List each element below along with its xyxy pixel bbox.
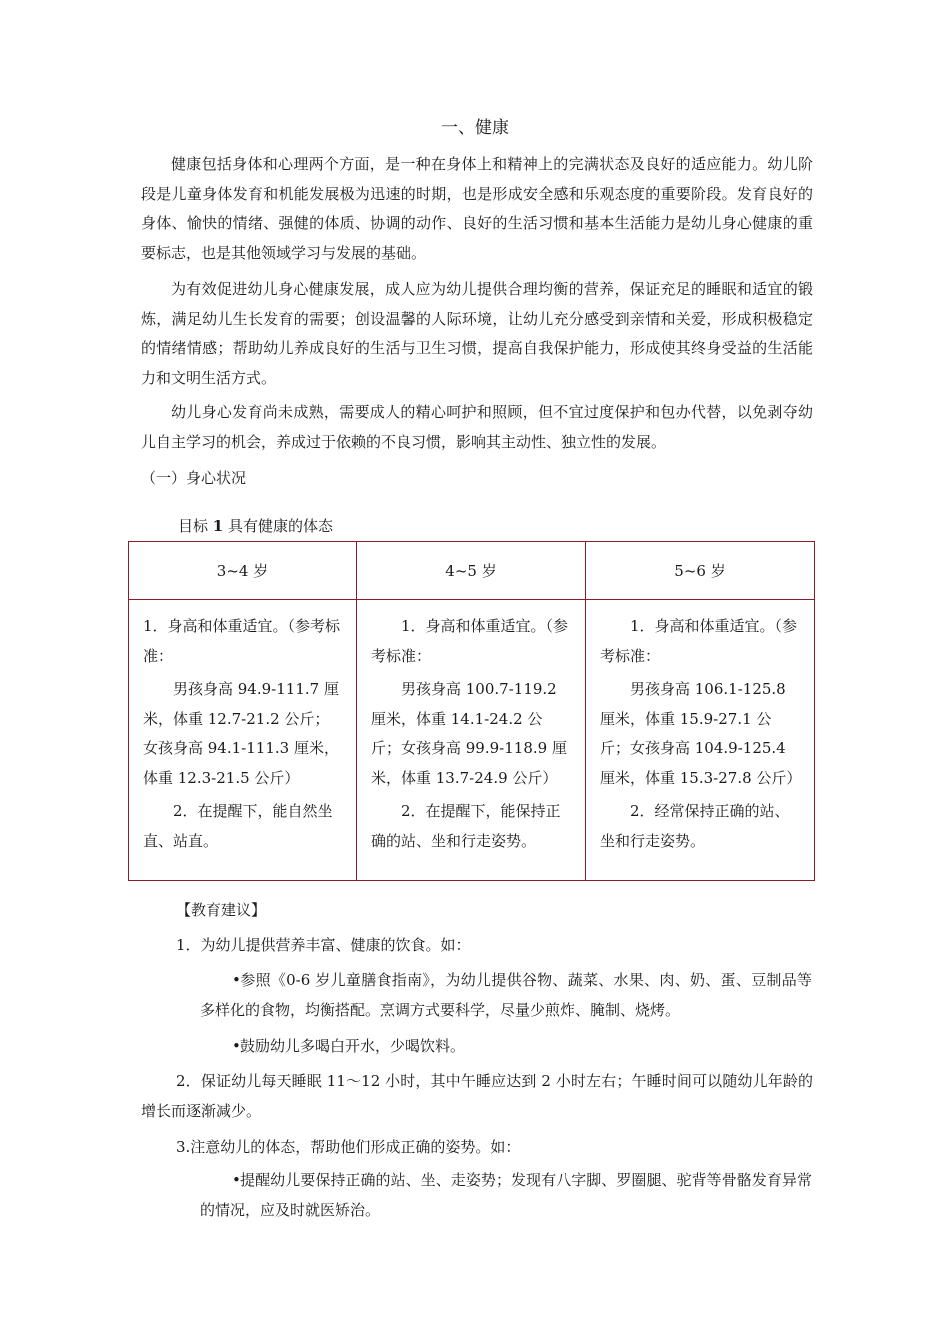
bullet-text: 提醒幼儿要保持正确的站、坐、走姿势；发现有八字脚、罗圈腿、驼背等骨骼发育异常的情况，应及时就医矫治。 <box>200 1171 812 1219</box>
cell-item-2: 2．在提醒下，能保持正确的站、坐和行走姿势。 <box>371 802 561 850</box>
cell-item-1: 1．身高和体重适宜。（参考标准： <box>143 617 341 665</box>
paragraph-3: 幼儿身心发育尚未成熟，需要成人的精心呵护和照顾，但不宜过度保护和包办代替，以免剥夺幼儿自主学习的机会，养成过于依赖的不良习惯，影响其主动性、独立性的发展。 <box>141 403 813 451</box>
cell-item-1: 1．身高和体重适宜。（参考标准： <box>371 617 569 665</box>
goal-heading <box>178 513 333 539</box>
goal-table <box>128 541 815 881</box>
cell-age-4-5 <box>357 600 586 881</box>
cell-item-2: 2．在提醒下，能自然坐直、站直。 <box>143 802 333 850</box>
advice-heading: 【教育建议】 <box>176 901 267 919</box>
header-age-4-5: 4~5 岁 <box>357 542 586 600</box>
table-header-row <box>129 542 815 600</box>
section-heading: （一）身心状况 <box>141 469 247 487</box>
paragraph-1: 健康包括身体和心理两个方面，是一种在身体上和精神上的完满状态及良好的适应能力。幼儿阶段是儿童身体发育和机能发展极为迅速的时期，也是形成安全感和乐观态度的重要阶段。发育良好的身体、愉快的情绪、强健的体质、协调的动作、良好的生活习惯和基本生活能力是幼儿身心健康的重要标志，也是其他领域学习与发展的基础。 <box>141 155 813 262</box>
bullet-text: 参照《0-6 岁儿童膳食指南》，为幼儿提供谷物、蔬菜、水果、肉、奶、蛋、豆制品等多样化的食物，均衡搭配。烹调方式要科学，尽量少煎炸、腌制、烧烤。 <box>200 971 812 1019</box>
goal-number: 1 <box>212 517 224 535</box>
cell-reference: 男孩身高 106.1-125.8 厘米，体重 15.9-27.1 公斤；女孩身高 104.9-125.4 厘米，体重 15.3-27.8 公斤） <box>600 680 802 787</box>
cell-reference: 男孩身高 94.9-111.7 厘米，体重 12.7-21.2 公斤；女孩身高 94.1-111.3 厘米，体重 12.3-21.5 公斤） <box>143 680 339 787</box>
bullet-icon: • <box>232 1037 241 1055</box>
cell-item-1: 1．身高和体重适宜。（参考标准： <box>600 617 798 665</box>
bullet-icon: • <box>232 1171 241 1189</box>
goal-text: 具有健康的体态 <box>228 517 334 535</box>
cell-age-3-4 <box>129 600 357 881</box>
header-age-3-4: 3~4 岁 <box>129 542 357 600</box>
goal-label: 目标 <box>178 517 209 535</box>
cell-reference: 男孩身高 100.7-119.2 厘米，体重 14.1-24.2 公斤；女孩身高 99.9-118.9 厘米，体重 13.7-24.9 公斤） <box>371 680 567 787</box>
advice-item-1-bullet-1 <box>200 966 812 1025</box>
advice-item-1-bullet-2 <box>200 1032 812 1062</box>
advice-item-3-bullet-1 <box>200 1166 812 1225</box>
table-row <box>129 600 815 881</box>
page-title: 一、健康 <box>441 118 509 138</box>
advice-item-2: 2．保证幼儿每天睡眠 11～12 小时，其中午睡应达到 2 小时左右；午睡时间可以随幼儿年龄的增长而逐渐减少。 <box>141 1072 813 1120</box>
advice-item-1: 1．为幼儿提供营养丰富、健康的饮食。如： <box>176 936 471 954</box>
header-age-5-6: 5~6 岁 <box>586 542 815 600</box>
paragraph-2: 为有效促进幼儿身心健康发展，成人应为幼儿提供合理均衡的营养，保证充足的睡眠和适宜的锻炼，满足幼儿生长发育的需要；创设温馨的人际环境，让幼儿充分感受到亲情和关爱，形成积极稳定的情绪情感；帮助幼儿养成良好的生活与卫生习惯，提高自我保护能力，形成使其终身受益的生活能力和文明生活方式。 <box>141 280 813 387</box>
advice-item-3: 3.注意幼儿的体态，帮助他们形成正确的姿势。如： <box>176 1138 521 1156</box>
bullet-text: 鼓励幼儿多喝白开水，少喝饮料。 <box>240 1037 466 1055</box>
cell-item-2: 2．经常保持正确的站、坐和行走姿势。 <box>600 802 790 850</box>
bullet-icon: • <box>232 971 241 989</box>
cell-age-5-6 <box>586 600 815 881</box>
